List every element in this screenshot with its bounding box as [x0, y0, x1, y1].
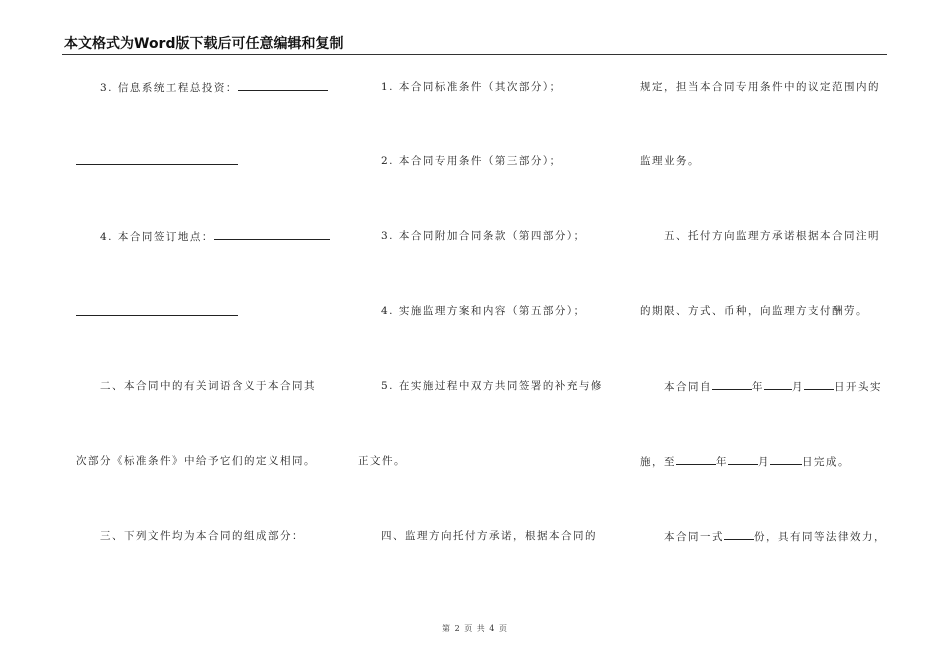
investment-label: 3. 信息系统工程总投资：	[100, 82, 238, 94]
start-day-blank	[804, 379, 834, 390]
col2-item-1: 1. 本合同标准条件（其次部分）；	[381, 81, 562, 93]
col1-clause-three: 三、下列文件均为本合同的组成部分：	[100, 530, 304, 542]
header-divider	[62, 54, 887, 55]
investment-continuation-blank	[76, 164, 238, 165]
end-day-suffix: 日完成。	[802, 456, 850, 468]
col2-item-4: 4. 实施监理方案和内容（第五部分）；	[381, 305, 586, 317]
start-month-label: 月	[792, 381, 804, 393]
col3-copies-line	[664, 529, 886, 544]
end-date-prefix: 施，至	[640, 456, 676, 468]
start-month-blank	[764, 379, 792, 390]
col1-investment-line	[100, 80, 328, 95]
start-year-blank	[712, 379, 752, 390]
signing-place-label: 4. 本合同签订地点：	[100, 231, 214, 243]
copies-count-blank	[724, 529, 754, 540]
col1-clause-two-line2: 次部分《标准条件》中给予它们的定义相同。	[76, 455, 316, 467]
col2-clause-four: 四、监理方向托付方承诺，根据本合同的	[381, 530, 597, 542]
col3-end-date-line	[640, 454, 850, 469]
page-number: 第 2 页 共 4 页	[442, 624, 508, 633]
col2-item-5-line2: 正文件。	[358, 455, 406, 467]
col2-item-3: 3. 本合同附加合同条款（第四部分）；	[381, 230, 586, 242]
document-header-title: 本文格式为Word版下载后可任意编辑和复制	[64, 36, 344, 52]
copies-prefix: 本合同一式	[664, 531, 724, 543]
investment-blank	[238, 80, 328, 91]
start-day-suffix: 日开头实	[834, 381, 882, 393]
end-year-label: 年	[716, 456, 728, 468]
start-year-label: 年	[752, 381, 764, 393]
col3-clause-four-cont-line1: 规定，担当本合同专用条件中的议定范围内的	[640, 81, 880, 93]
signing-place-continuation-blank	[76, 315, 238, 316]
end-day-blank	[770, 454, 802, 465]
col3-start-date-line	[664, 379, 882, 394]
end-month-label: 月	[758, 456, 770, 468]
start-date-prefix: 本合同自	[664, 381, 712, 393]
col3-clause-five-line1: 五、托付方向监理方承诺根据本合同注明	[664, 230, 880, 242]
col3-clause-four-cont-line2: 监理业务。	[640, 155, 700, 167]
signing-place-blank	[214, 229, 330, 240]
col2-item-2: 2. 本合同专用条件（第三部分）；	[381, 155, 562, 167]
copies-suffix: 份，具有同等法律效力，	[754, 531, 886, 543]
col2-item-5-line1: 5. 在实施过程中双方共同签署的补充与修	[381, 380, 603, 392]
col1-signing-place-line	[100, 229, 330, 244]
end-year-blank	[676, 454, 716, 465]
col3-clause-five-line2: 的期限、方式、币种，向监理方支付酬劳。	[640, 305, 868, 317]
end-month-blank	[728, 454, 758, 465]
col1-clause-two-line1: 二、本合同中的有关词语含义于本合同其	[100, 380, 316, 392]
